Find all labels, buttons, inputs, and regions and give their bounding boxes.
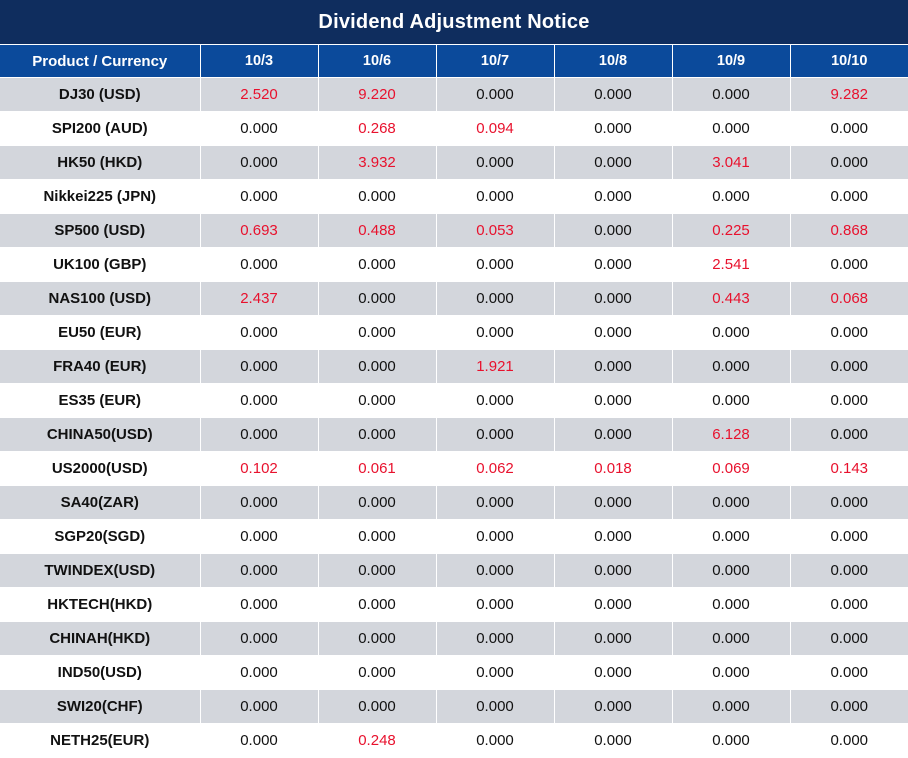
value-cell: 0.000 bbox=[672, 384, 790, 418]
product-cell: SWI20(CHF) bbox=[0, 690, 200, 724]
value-cell: 0.000 bbox=[318, 690, 436, 724]
value-cell: 0.000 bbox=[672, 690, 790, 724]
value-cell: 0.000 bbox=[554, 282, 672, 316]
value-cell: 0.000 bbox=[790, 146, 908, 180]
column-header-date-4: 10/8 bbox=[554, 45, 672, 78]
column-header-date-2: 10/6 bbox=[318, 45, 436, 78]
product-cell: HK50 (HKD) bbox=[0, 146, 200, 180]
column-header-date-6: 10/10 bbox=[790, 45, 908, 78]
value-cell: 0.000 bbox=[790, 656, 908, 690]
value-cell: 0.000 bbox=[200, 622, 318, 656]
value-cell: 0.000 bbox=[554, 588, 672, 622]
table-row bbox=[0, 78, 908, 112]
value-cell: 0.000 bbox=[318, 248, 436, 282]
value-cell: 0.000 bbox=[672, 656, 790, 690]
value-cell: 0.000 bbox=[436, 384, 554, 418]
table-row bbox=[0, 248, 908, 282]
product-cell: US2000(USD) bbox=[0, 452, 200, 486]
table-header-row bbox=[0, 45, 908, 78]
value-cell: 0.000 bbox=[200, 350, 318, 384]
table-row bbox=[0, 418, 908, 452]
value-cell: 0.000 bbox=[554, 248, 672, 282]
value-cell: 0.000 bbox=[318, 350, 436, 384]
value-cell: 0.000 bbox=[790, 316, 908, 350]
product-cell: SPI200 (AUD) bbox=[0, 112, 200, 146]
dividend-table bbox=[0, 45, 908, 758]
value-cell: 0.268 bbox=[318, 112, 436, 146]
value-cell: 0.143 bbox=[790, 452, 908, 486]
value-cell: 0.000 bbox=[672, 486, 790, 520]
value-cell: 0.000 bbox=[318, 384, 436, 418]
value-cell: 0.000 bbox=[554, 384, 672, 418]
value-cell: 0.000 bbox=[318, 588, 436, 622]
value-cell: 0.000 bbox=[790, 180, 908, 214]
value-cell: 0.000 bbox=[790, 724, 908, 758]
table-row bbox=[0, 656, 908, 690]
value-cell: 0.000 bbox=[554, 418, 672, 452]
table-row bbox=[0, 588, 908, 622]
value-cell: 0.000 bbox=[200, 180, 318, 214]
value-cell: 0.000 bbox=[790, 486, 908, 520]
value-cell: 0.000 bbox=[672, 112, 790, 146]
table-row bbox=[0, 180, 908, 214]
value-cell: 2.437 bbox=[200, 282, 318, 316]
value-cell: 0.000 bbox=[200, 146, 318, 180]
value-cell: 0.000 bbox=[790, 622, 908, 656]
value-cell: 0.000 bbox=[554, 350, 672, 384]
value-cell: 0.000 bbox=[554, 656, 672, 690]
value-cell: 0.000 bbox=[436, 282, 554, 316]
value-cell: 0.488 bbox=[318, 214, 436, 248]
value-cell: 0.000 bbox=[790, 384, 908, 418]
product-cell: CHINA50(USD) bbox=[0, 418, 200, 452]
value-cell: 9.282 bbox=[790, 78, 908, 112]
value-cell: 0.000 bbox=[436, 248, 554, 282]
value-cell: 0.000 bbox=[200, 384, 318, 418]
value-cell: 0.000 bbox=[554, 146, 672, 180]
table-row bbox=[0, 690, 908, 724]
value-cell: 0.000 bbox=[672, 622, 790, 656]
value-cell: 0.000 bbox=[554, 724, 672, 758]
value-cell: 0.000 bbox=[790, 520, 908, 554]
value-cell: 0.062 bbox=[436, 452, 554, 486]
value-cell: 0.000 bbox=[318, 418, 436, 452]
value-cell: 0.000 bbox=[200, 724, 318, 758]
table-header bbox=[0, 45, 908, 78]
product-cell: FRA40 (EUR) bbox=[0, 350, 200, 384]
value-cell: 0.000 bbox=[554, 316, 672, 350]
table-row bbox=[0, 146, 908, 180]
value-cell: 0.000 bbox=[318, 316, 436, 350]
value-cell: 0.000 bbox=[672, 588, 790, 622]
table-row bbox=[0, 554, 908, 588]
value-cell: 0.000 bbox=[436, 554, 554, 588]
value-cell: 0.000 bbox=[436, 486, 554, 520]
value-cell: 0.094 bbox=[436, 112, 554, 146]
value-cell: 0.000 bbox=[554, 214, 672, 248]
value-cell: 0.000 bbox=[790, 588, 908, 622]
value-cell: 0.000 bbox=[790, 248, 908, 282]
value-cell: 0.868 bbox=[790, 214, 908, 248]
value-cell: 0.000 bbox=[200, 316, 318, 350]
value-cell: 1.921 bbox=[436, 350, 554, 384]
value-cell: 0.000 bbox=[318, 486, 436, 520]
value-cell: 0.000 bbox=[200, 690, 318, 724]
value-cell: 0.000 bbox=[318, 520, 436, 554]
column-header-date-5: 10/9 bbox=[672, 45, 790, 78]
value-cell: 0.000 bbox=[318, 180, 436, 214]
product-cell: DJ30 (USD) bbox=[0, 78, 200, 112]
value-cell: 0.000 bbox=[672, 724, 790, 758]
value-cell: 0.018 bbox=[554, 452, 672, 486]
value-cell: 0.000 bbox=[318, 656, 436, 690]
value-cell: 0.000 bbox=[554, 180, 672, 214]
value-cell: 0.000 bbox=[554, 690, 672, 724]
value-cell: 0.000 bbox=[318, 282, 436, 316]
value-cell: 0.693 bbox=[200, 214, 318, 248]
product-cell: HKTECH(HKD) bbox=[0, 588, 200, 622]
value-cell: 0.000 bbox=[436, 520, 554, 554]
product-cell: ES35 (EUR) bbox=[0, 384, 200, 418]
value-cell: 0.000 bbox=[436, 418, 554, 452]
value-cell: 0.068 bbox=[790, 282, 908, 316]
value-cell: 3.041 bbox=[672, 146, 790, 180]
value-cell: 0.000 bbox=[672, 350, 790, 384]
value-cell: 0.000 bbox=[200, 656, 318, 690]
value-cell: 0.000 bbox=[436, 180, 554, 214]
product-cell: NETH25(EUR) bbox=[0, 724, 200, 758]
value-cell: 0.000 bbox=[200, 486, 318, 520]
table-row bbox=[0, 486, 908, 520]
table-row bbox=[0, 350, 908, 384]
table-row bbox=[0, 316, 908, 350]
value-cell: 0.248 bbox=[318, 724, 436, 758]
value-cell: 0.000 bbox=[200, 418, 318, 452]
value-cell: 6.128 bbox=[672, 418, 790, 452]
value-cell: 0.000 bbox=[436, 690, 554, 724]
value-cell: 0.000 bbox=[672, 316, 790, 350]
product-cell: Nikkei225 (JPN) bbox=[0, 180, 200, 214]
value-cell: 0.000 bbox=[672, 520, 790, 554]
table-row bbox=[0, 520, 908, 554]
product-cell: TWINDEX(USD) bbox=[0, 554, 200, 588]
value-cell: 0.000 bbox=[436, 316, 554, 350]
value-cell: 0.000 bbox=[436, 78, 554, 112]
table-body bbox=[0, 78, 908, 758]
table-row bbox=[0, 112, 908, 146]
value-cell: 0.000 bbox=[200, 112, 318, 146]
value-cell: 0.000 bbox=[436, 146, 554, 180]
page-title: Dividend Adjustment Notice bbox=[0, 0, 908, 45]
product-cell: SGP20(SGD) bbox=[0, 520, 200, 554]
product-cell: EU50 (EUR) bbox=[0, 316, 200, 350]
value-cell: 0.000 bbox=[200, 520, 318, 554]
value-cell: 0.069 bbox=[672, 452, 790, 486]
value-cell: 9.220 bbox=[318, 78, 436, 112]
value-cell: 0.000 bbox=[672, 180, 790, 214]
value-cell: 2.520 bbox=[200, 78, 318, 112]
value-cell: 0.000 bbox=[200, 588, 318, 622]
value-cell: 0.000 bbox=[554, 622, 672, 656]
value-cell: 0.000 bbox=[790, 350, 908, 384]
value-cell: 0.061 bbox=[318, 452, 436, 486]
value-cell: 0.000 bbox=[436, 622, 554, 656]
value-cell: 0.000 bbox=[554, 112, 672, 146]
value-cell: 0.000 bbox=[790, 690, 908, 724]
value-cell: 0.443 bbox=[672, 282, 790, 316]
value-cell: 2.541 bbox=[672, 248, 790, 282]
column-header-date-1: 10/3 bbox=[200, 45, 318, 78]
value-cell: 0.000 bbox=[790, 112, 908, 146]
value-cell: 0.000 bbox=[200, 554, 318, 588]
value-cell: 3.932 bbox=[318, 146, 436, 180]
product-cell: CHINAH(HKD) bbox=[0, 622, 200, 656]
value-cell: 0.000 bbox=[790, 554, 908, 588]
value-cell: 0.225 bbox=[672, 214, 790, 248]
value-cell: 0.000 bbox=[672, 554, 790, 588]
value-cell: 0.053 bbox=[436, 214, 554, 248]
column-header-date-3: 10/7 bbox=[436, 45, 554, 78]
column-header-product: Product / Currency bbox=[0, 45, 200, 78]
value-cell: 0.000 bbox=[790, 418, 908, 452]
value-cell: 0.000 bbox=[554, 78, 672, 112]
value-cell: 0.000 bbox=[554, 486, 672, 520]
product-cell: SA40(ZAR) bbox=[0, 486, 200, 520]
value-cell: 0.000 bbox=[318, 554, 436, 588]
value-cell: 0.000 bbox=[436, 724, 554, 758]
table-row bbox=[0, 214, 908, 248]
table-row bbox=[0, 622, 908, 656]
table-row bbox=[0, 452, 908, 486]
product-cell: NAS100 (USD) bbox=[0, 282, 200, 316]
product-cell: IND50(USD) bbox=[0, 656, 200, 690]
value-cell: 0.000 bbox=[554, 520, 672, 554]
value-cell: 0.000 bbox=[200, 248, 318, 282]
value-cell: 0.000 bbox=[672, 78, 790, 112]
product-cell: UK100 (GBP) bbox=[0, 248, 200, 282]
value-cell: 0.000 bbox=[436, 656, 554, 690]
table-row bbox=[0, 282, 908, 316]
value-cell: 0.000 bbox=[318, 622, 436, 656]
table-row bbox=[0, 724, 908, 758]
value-cell: 0.000 bbox=[554, 554, 672, 588]
value-cell: 0.102 bbox=[200, 452, 318, 486]
table-row bbox=[0, 384, 908, 418]
product-cell: SP500 (USD) bbox=[0, 214, 200, 248]
value-cell: 0.000 bbox=[436, 588, 554, 622]
